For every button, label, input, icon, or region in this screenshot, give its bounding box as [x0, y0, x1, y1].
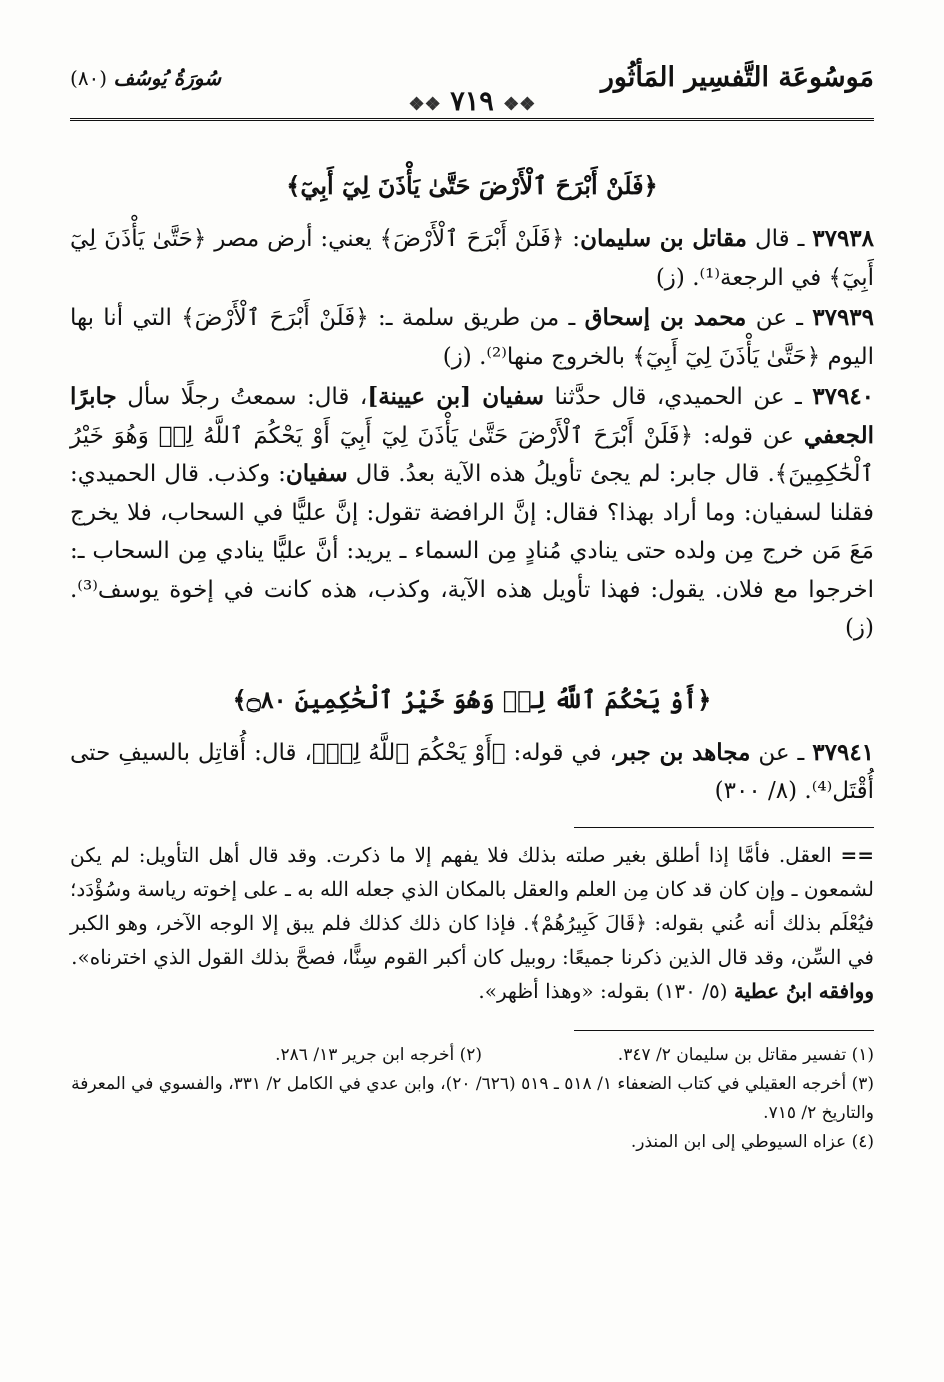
ornament-icon: ❖❖: [408, 94, 441, 115]
narrator-name: مجاهد بن جبر: [616, 738, 751, 766]
narrator-name: محمد بن إسحاق: [584, 304, 747, 331]
verse-heading: ﴿أَوْ يَحْكُمَ ٱللَّهُ لِيۖ وَهُوَ خَيْرُ ٱلْحَٰكِمِينَ ۝٨٠﴾: [232, 684, 712, 714]
header-rule: [70, 118, 874, 121]
page-number: ٧١٩: [450, 86, 494, 117]
verse-heading: ﴿فَلَنْ أَبْرَحَ ٱلْأَرْضَ حَتَّىٰ يَأْذَنَ لِيٓ أَبِيٓ﴾: [286, 171, 658, 200]
continued-note: [70, 838, 874, 974]
text-fragment: : وكذب. قال الحميدي: فقلنا لسفيان: وما أراد بهذا؟ فقال: إنَّ الرافضة تقول: إنَّ عليًّا في السحاب، فلا يخرج مَعَ مَن خرج مِن ولده حتى ينادي مُنادٍ مِن السماء ـ يريد: أنَّ عليًّا ينادي مِن السحاب ـ: اخرجوا مع فلان. يقول: فهذا تأويل هذه الآية، وكذب، هذه كانت في إخوة يوسف⁽³⁾. (ز): [70, 461, 874, 641]
text-fragment: ـ عن الحميدي، قال حدَّثنا: [554, 384, 802, 410]
narrator-name: سفيان [بن عيينة]: [367, 383, 545, 410]
continuation-marker: ==: [840, 842, 875, 867]
narration-37940: [70, 378, 874, 648]
text-fragment: : ﴿فَلَنْ أَبْرَحَ ٱلْأَرْضَ﴾ يعني: أرض مصر ﴿حَتَّىٰ يَأْذَنَ لِيٓ أَبِيٓ﴾ في الرجعة⁽¹⁾. (ز): [70, 226, 874, 291]
verse-ref: (٨٠): [70, 66, 108, 90]
narration-number: ٣٧٩٣٩: [812, 304, 875, 331]
narration-number: ٣٧٩٤١: [812, 738, 875, 766]
narration-37941: [70, 734, 874, 811]
note-text: العقل. فأمَّا إذا أطلق بغير صلته بذلك فلا يفهم إلا ما ذكرت. وقد قال أهل التأويل: لم يكن لشمعون ـ وإن كان قد كان مِن العلم والعقل بالمكان الذي جعله الله به ـ على إخوته رياسة وسُؤْدَد؛ فيُعْلَم بذلك أنه عُني بقوله: ﴿قَالَ كَبِيرُهُمْ﴾. فإذا كان ذلك كذلك فلم يبق إلا الوجه الآخر، وهو الكبر في السِّن، وقد قال الذين ذكرنا جميعًا: روبيل كان أكبر القوم سِنًّا، فصحَّ بذلك القول الذي اخترناه».: [70, 842, 874, 969]
scholar-name: ابنُ عطية: [733, 978, 813, 1003]
footnote-1: (١) تفسير مقاتل بن سليمان ٢/ ٣٤٧.: [617, 1044, 874, 1065]
narrator-name: سفيان: [285, 460, 348, 487]
text-fragment: ـ عن: [755, 305, 803, 331]
text-fragment: ووافقه: [818, 978, 874, 1003]
sura-name: سُورَةُ يُوسُف: [113, 66, 222, 90]
narrator-name: مقاتل بن سليمان: [580, 225, 748, 252]
page-header: [70, 62, 874, 142]
narration-number: ٣٧٩٤٠: [812, 383, 875, 410]
text-fragment: ـ عن: [758, 739, 805, 766]
footnotes: [70, 1041, 874, 1157]
text-fragment: ، في قوله: ﴿أَوْ يَحْكُمَ ٱللَّهُ لِيۖ﴾، قال: أُقاتِل بالسيفِ حتى أُقْتَل⁽⁴⁾. (٨/ ٣٠٠): [70, 739, 874, 804]
footnote-row: [70, 1041, 874, 1070]
footnote-divider: [574, 1030, 874, 1031]
main-text: [70, 168, 874, 1157]
text-fragment: (٥/ ١٣٠) بقوله: «وهذا أظهر».: [478, 978, 728, 1003]
page-number-wrap: [70, 86, 874, 117]
note-divider: [574, 827, 874, 828]
footnote-3: (٣) أخرجه العقيلي في كتاب الضعفاء ١/ ٥١٨ ـ ٥١٩ (٦٢٦/ ٢٠)، وابن عدي في الكامل ٢/ ٣٣١، والفسوي في المعرفة والتاريخ ٢/ ٧١٥.: [71, 1073, 874, 1123]
footnote-4: (٤) عزاه السيوطي إلى ابن المنذر.: [630, 1131, 874, 1152]
footnote-2: (٢) أخرجه ابن جرير ١٣/ ٢٨٦.: [275, 1044, 482, 1065]
narration-37939: [70, 299, 874, 376]
book-title: مَوسُوعَة التَّفسِير المَأثُور: [600, 62, 874, 93]
narration-37938: [70, 220, 874, 297]
note-agreement: [70, 974, 874, 1008]
text-fragment: ـ من طريق سلمة ـ: ﴿فَلَنْ أَبْرَحَ ٱلْأَرْضَ﴾ التي أنا بها اليوم ﴿حَتَّىٰ يَأْذَنَ لِيٓ أَبِيٓ﴾ بالخروج منها⁽²⁾. (ز): [70, 305, 874, 370]
text-fragment: ، قال: سمعتُ رجلًا سأل: [127, 384, 368, 410]
text-fragment: ـ قال: [754, 226, 805, 252]
narrator-name: جابرًا الجعفي: [70, 383, 875, 449]
text-fragment: عن قوله: ﴿فَلَنْ أَبْرَحَ ٱلْأَرْضَ حَتَّىٰ يَأْذَنَ لِيٓ أَبِيٓ أَوْ يَحْكُمَ ٱللَّهُ لِيۖ وَهُوَ خَيْرُ ٱلْحَٰكِمِينَ﴾. قال جابر: لم يجئ تأويلُ هذه الآية بعدُ. قال: [70, 422, 875, 487]
narration-number: ٣٧٩٣٨: [812, 225, 875, 252]
ornament-icon: ❖❖: [503, 94, 536, 115]
